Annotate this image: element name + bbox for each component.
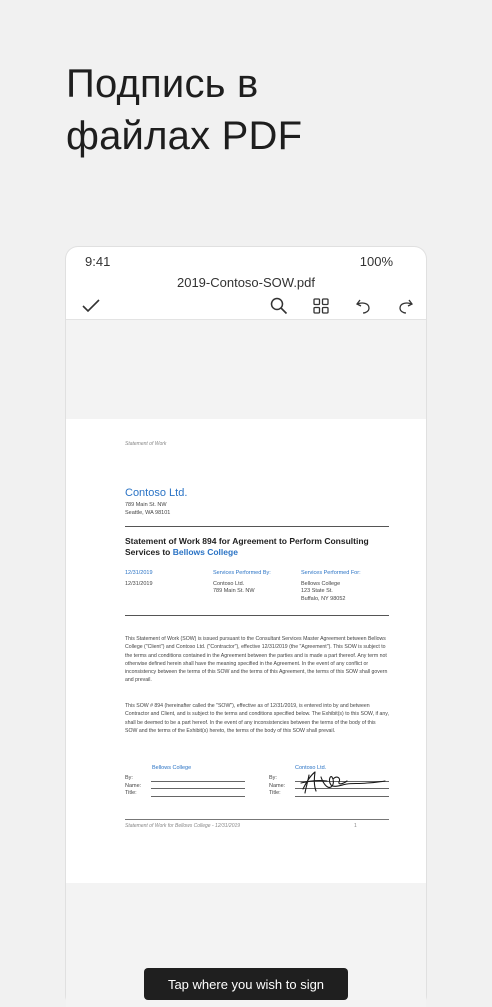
info-column-date xyxy=(125,570,153,588)
paragraph-1: This Statement of Work (SOW) is issued pursuant to the Consultant Services Master Agreement between Bellows College ("Client") and Contoso Ltd. ("Contractor"), effective 12/31/2019 (the "Agreement"). This SOW is subject to the terms and conditions contained in the Agreement between the parties and is made a part thereof. Any term not otherwise defined herein shall have the meaning specified in the Agreement. In the event of any conflict or inconsistency between the terms of this SOW and the terms of this Agreement, the terms of this SOW shall govern and prevail. xyxy=(125,636,388,684)
divider-top xyxy=(125,526,389,527)
divider-footer xyxy=(125,819,389,820)
toast-text: Tap where you wish to sign xyxy=(167,976,325,992)
handwritten-signature xyxy=(297,769,389,795)
info-column-heading: Services Performed For: xyxy=(301,570,361,576)
info-column-performed-by xyxy=(213,570,271,596)
status-battery: 100% xyxy=(359,254,393,269)
info-column-line: Bellows College xyxy=(301,580,341,587)
label-by: By: xyxy=(269,775,277,781)
signature-line-name[interactable] xyxy=(151,788,245,789)
document-viewer[interactable] xyxy=(66,320,426,1007)
sign-hint-toast xyxy=(144,968,348,1000)
signature-labels xyxy=(269,775,285,798)
file-name: 2019-Contoso-SOW.pdf xyxy=(176,275,316,290)
phone-screen xyxy=(66,247,426,1007)
info-column-performed-for xyxy=(301,570,361,603)
signature-labels xyxy=(125,775,141,798)
info-column-line: 789 Main St. NW xyxy=(213,588,255,594)
info-column-line: Buffalo, NY 98052 xyxy=(301,595,346,602)
status-time: 9:41 xyxy=(85,254,111,269)
page-number: 1 xyxy=(354,823,357,829)
label-name: Name: xyxy=(269,782,286,789)
doc-header: Statement of Work xyxy=(125,441,167,447)
promo-headline xyxy=(66,58,302,162)
label-name: Name: xyxy=(125,782,142,789)
grid-icon[interactable] xyxy=(308,293,334,319)
address-line-1: 789 Main St. NW xyxy=(125,502,167,508)
info-column-heading: Services Performed By: xyxy=(213,570,271,576)
toolbar xyxy=(66,293,426,319)
info-column-line: 123 State St. xyxy=(301,588,333,594)
redo-icon[interactable] xyxy=(392,293,418,319)
label-title: Title: xyxy=(125,790,137,796)
headline-line-2: файлах PDF xyxy=(66,114,303,158)
undo-icon[interactable] xyxy=(351,293,377,319)
status-bar xyxy=(66,247,426,275)
page-footer: Statement of Work for Bellows College - 12/31/2019 xyxy=(125,823,241,829)
company-name: Contoso Ltd. xyxy=(125,487,188,499)
check-icon[interactable] xyxy=(78,293,104,319)
address-line-2: Seattle, WA 98101 xyxy=(125,509,171,516)
search-icon[interactable] xyxy=(266,293,292,319)
company-address xyxy=(125,502,170,517)
signature-line-title[interactable] xyxy=(151,796,245,797)
signature-line-title[interactable] xyxy=(295,796,389,797)
info-column-heading: 12/31/2019 xyxy=(125,570,153,576)
info-column-line: Contoso Ltd. xyxy=(213,580,245,587)
doc-title xyxy=(125,536,389,558)
info-column-line: 12/31/2019 xyxy=(125,580,153,587)
document-page[interactable] xyxy=(66,419,426,883)
signature-party-name: Bellows College xyxy=(152,765,192,771)
label-by: By: xyxy=(125,775,133,781)
paragraph-2: This SOW # 894 (hereinafter called the "SOW"), effective as of 12/31/2019, is entered into by and between Contractor and Client, and is subject to the terms and conditions specified below. The Exhibit(s) to this SOW, if any, shall be deemed to be a part hereof. In the event of any inconsistencies between the terms of the body of this SOW and the terms of the Exhibit(s) hereto, the terms of the body of this SOW shall prevail. xyxy=(125,703,389,734)
signature-line-by[interactable] xyxy=(151,781,245,782)
doc-title-text: Statement of Work 894 for Agreement to Perform Consulting Services to xyxy=(125,536,369,557)
signature-party-name: Contoso Ltd. xyxy=(295,765,327,771)
doc-title-link: Bellows College xyxy=(172,547,238,557)
label-title: Title: xyxy=(269,790,281,796)
headline-line-1: Подпись в xyxy=(66,62,259,106)
divider-middle xyxy=(125,615,389,616)
